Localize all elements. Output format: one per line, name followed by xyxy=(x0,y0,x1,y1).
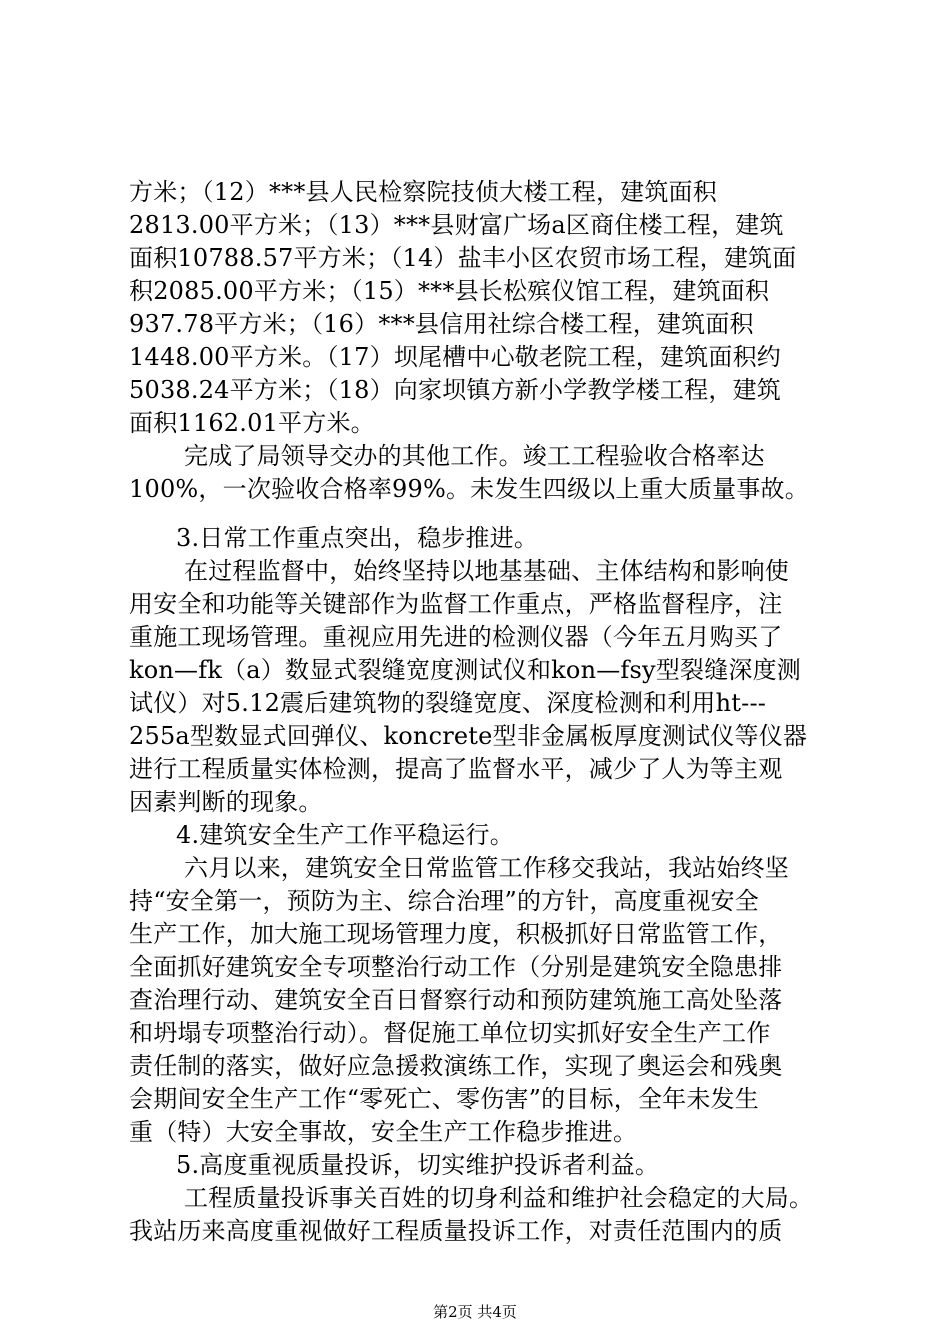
paragraph-start: 完成了局领导交办的其他工作。竣工工程验收合格率达 xyxy=(184,442,765,470)
text-line: kon—fk（a）数显式裂缝宽度测试仪和kon—fsy型裂缝深度测 xyxy=(129,656,801,684)
text-line: 全面抓好建筑安全专项整治行动工作（分别是建筑安全隐患排 xyxy=(129,953,783,981)
text-line: 和坍塌专项整治行动）。督促施工单位切实抓好安全生产工作 xyxy=(129,1019,771,1047)
text-line: 持“安全第一，预防为主、综合治理”的方针，高度重视安全 xyxy=(129,887,759,915)
text-line: 会期间安全生产工作“零死亡、零伤害”的目标，全年未发生 xyxy=(129,1085,759,1113)
text-line: 5038.24平方米；（18）向家坝镇方新小学教学楼工程，建筑 xyxy=(129,376,781,404)
section-heading: 3.日常工作重点突出，稳步推进。 xyxy=(176,524,539,552)
text-line: 生产工作，加大施工现场管理力度，积极抓好日常监管工作， xyxy=(129,920,783,948)
text-line: 试仪）对5.12震后建筑物的裂缝宽度、深度检测和利用ht--- xyxy=(129,689,767,717)
text-line: 责任制的落实，做好应急援救演练工作，实现了奥运会和残奥 xyxy=(129,1052,783,1080)
paragraph-start: 六月以来，建筑安全日常监管工作移交我站，我站始终坚 xyxy=(184,854,789,882)
text-line: 积2085.00平方米；（15）***县长松殡仪馆工程，建筑面积 xyxy=(129,277,770,305)
text-line: 查治理行动、建筑安全百日督察行动和预防建筑施工高处坠落 xyxy=(129,986,783,1014)
paragraph-start: 在过程监督中，始终坚持以地基基础、主体结构和影响使 xyxy=(184,557,789,585)
text-line: 100%，一次验收合格率99%。未发生四级以上重大质量事故。 xyxy=(129,475,809,503)
page-footer: 第2页 共4页 xyxy=(433,1303,517,1321)
text-line: 2813.00平方米；（13）***县财富广场a区商住楼工程，建筑 xyxy=(129,211,784,239)
text-line: 面积10788.57平方米；（14）盐丰小区农贸市场工程，建筑面 xyxy=(129,244,797,272)
text-line: 用安全和功能等关键部作为监督工作重点，严格监督程序，注 xyxy=(129,590,783,618)
text-line: 1448.00平方米。（17）坝尾槽中心敬老院工程，建筑面积约 xyxy=(129,343,781,371)
text-line: 进行工程质量实体检测，提高了监督水平，减少了人为等主观 xyxy=(129,755,783,783)
text-line: 面积1162.01平方米。 xyxy=(129,409,375,437)
paragraph-start: 工程质量投诉事关百姓的切身利益和维护社会稳定的大局。 xyxy=(184,1184,814,1212)
text-line: 937.78平方米；（16）***县信用社综合楼工程，建筑面积 xyxy=(129,310,754,338)
text-line: 重施工现场管理。重视应用先进的检测仪器（今年五月购买了 xyxy=(129,623,783,651)
text-line: 我站历来高度重视做好工程质量投诉工作，对责任范围内的质 xyxy=(129,1217,783,1245)
text-line: 重（特）大安全事故，安全生产工作稳步推进。 xyxy=(129,1118,638,1146)
section-heading: 5.高度重视质量投诉，切实维护投诉者利益。 xyxy=(176,1151,660,1179)
section-heading: 4.建筑安全生产工作平稳运行。 xyxy=(176,821,514,849)
text-line: 因素判断的现象。 xyxy=(129,788,323,816)
text-line: 方米；（12）***县人民检察院技侦大楼工程，建筑面积 xyxy=(129,178,717,206)
text-line: 255a型数显式回弹仪、koncrete型非金属板厚度测试仪等仪器 xyxy=(129,722,808,750)
